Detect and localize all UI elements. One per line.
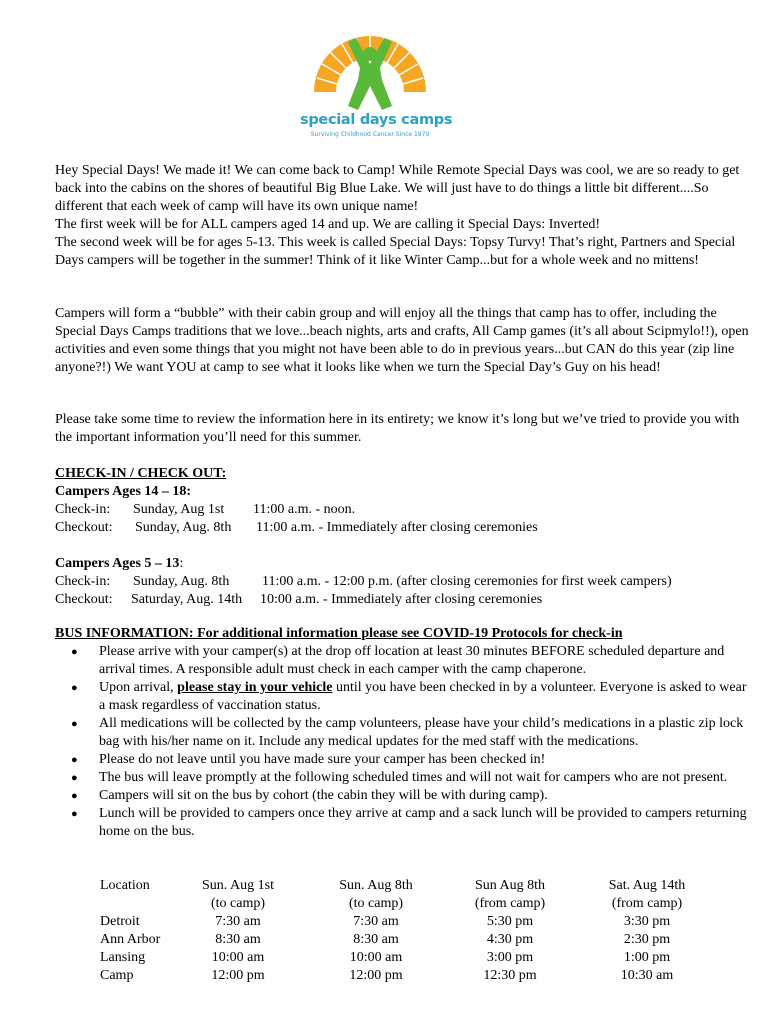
time-cell: 4:30 pm [486,932,534,947]
checkin-row [55,501,755,519]
time-cell: 10:00 am [349,950,403,965]
time-cell: 5:30 pm [486,914,534,929]
review-paragraph: Please take some time to review the information here in its entirety; we know it’s long but we’ve tried to provide you with the important information you’ll need for this summer. [55,412,740,445]
group-heading: Campers Ages 14 – 18: [55,484,192,499]
group-heading: Campers Ages 5 – 13: [55,556,184,571]
list-item: ● Please arrive with your camper(s) at the drop off location at least 30 minutes BEFORE scheduled departure and arrival times. A responsible adult must check in each camper with the camp chaperone. [55,643,755,679]
schedule-column [456,877,564,985]
column-header: Sun. Aug 1st [202,878,274,893]
row-time: 11:00 a.m. - 12:00 p.m. (after closing ceremonies for first week campers) [262,574,672,589]
list-item: ● Campers will sit on the bus by cohort (the cabin they will be with during camp). [55,787,755,805]
time-cell: 7:30 am [215,914,261,929]
column-direction: (from camp) [611,896,683,911]
intro-section [55,162,755,270]
checkin-heading: CHECK-IN / CHECK OUT: [55,466,227,481]
special-days-camps-logo [300,22,453,140]
location-cell: Lansing [100,950,146,965]
row-label: Checkout: [55,592,113,607]
location-cell: Detroit [100,914,140,929]
intro-paragraph: The first week will be for ALL campers aged 14 and up. We are calling it Special Days: Inverted! [55,217,601,232]
location-column [100,877,160,985]
list-item: ● All medications will be collected by the camp volunteers, please have your child’s medications in a plastic zip lock bag with his/her name on it. Include any medical updates for the med staff with the medications. [55,715,755,751]
time-cell: 7:30 am [353,914,399,929]
time-cell: 12:00 pm [349,968,403,983]
schedule-column [322,877,430,985]
column-header: Sat. Aug 14th [608,878,686,893]
emphasis-text: please stay in your vehicle [177,680,333,695]
schedule-column [188,877,288,985]
time-cell: 12:00 pm [211,968,265,983]
logo-tagline: Surviving Childhood Cancer Since 1979 [310,131,430,138]
row-label: Check-in: [55,574,111,589]
row-time: 10:00 a.m. - Immediately after closing ceremonies [260,592,543,607]
row-date: Sunday, Aug. 8th [135,520,232,535]
row-time: 11:00 a.m. - Immediately after closing ceremonies [256,520,538,535]
intro-paragraph: Hey Special Days! We made it! We can come back to Camp! While Remote Special Days was cool, we are so ready to get back into the cabins on the shores of beautiful Big Blue Lake. We will just have to do things a little bit different....So different that each week of camp will have its own unique name! [55,163,740,214]
time-cell: 10:00 am [211,950,265,965]
row-date: Sunday, Aug 1st [133,502,225,517]
row-label: Checkout: [55,520,113,535]
bus-bullet-list [55,643,755,841]
checkin-section [55,465,755,609]
bubble-paragraph: Campers will form a “bubble” with their cabin group and will enjoy all the things that camp has to offer, including the Special Days Camps traditions that we love...beach nights, arts and crafts, All Camp games (it’s all about Scipmylo!!), open activities and even some things that you might not have been able to do in previous years...but CAN do this year (zip line anyone?!) We want YOU at camp to see what it looks like when we turn the Special Day’s Guy on his head! [55,306,749,375]
location-cell: Ann Arbor [100,932,161,947]
row-time: 11:00 a.m. - noon. [253,502,356,517]
column-header: Sun. Aug 8th [339,878,413,893]
logo-wordmark: special days camps [300,112,453,128]
row-date: Saturday, Aug. 14th [131,592,243,607]
row-label: Check-in: [55,502,111,517]
bus-heading: BUS INFORMATION: For additional information please see COVID-19 Protocols for check-in [55,626,623,641]
time-cell: 3:00 pm [486,950,534,965]
time-cell: 10:30 am [620,968,674,983]
column-header: Sun Aug 8th [474,878,545,893]
list-item: ● Please do not leave until you have made sure your camper has been checked in! [55,751,755,769]
column-direction: (to camp) [348,896,404,911]
time-cell: 1:00 pm [623,950,671,965]
row-date: Sunday, Aug. 8th [133,574,230,589]
checkin-row [55,573,755,591]
time-cell: 8:30 am [353,932,399,947]
bus-section [55,625,755,841]
schedule-column [592,877,702,985]
list-item: ● Upon arrival, please stay in your vehicle until you have been checked in by a volunteer. Everyone is asked to wear a mask regardless of vaccination status. [55,679,755,715]
list-item: ● The bus will leave promptly at the following scheduled times and will not wait for campers who are not present. [55,769,755,787]
column-direction: (from camp) [474,896,546,911]
checkout-row [55,591,755,609]
location-cell: Camp [100,968,134,983]
sun-figure-icon [300,22,440,114]
time-cell: 12:30 pm [483,968,537,983]
column-header: Location [100,878,150,893]
intro-paragraph: The second week will be for ages 5-13. This week is called Special Days: Topsy Turvy! That’s right, Partners and Special Days campers will be together in the summer! Think of it like Winter Camp...but for a whole week and no mittens! [55,235,736,268]
checkout-row [55,519,755,537]
list-item: ● Lunch will be provided to campers once they arrive at camp and a sack lunch will be provided to campers returning home on the bus. [55,805,755,841]
time-cell: 8:30 am [215,932,261,947]
column-direction: (to camp) [210,896,266,911]
time-cell: 2:30 pm [623,932,671,947]
time-cell: 3:30 pm [623,914,671,929]
